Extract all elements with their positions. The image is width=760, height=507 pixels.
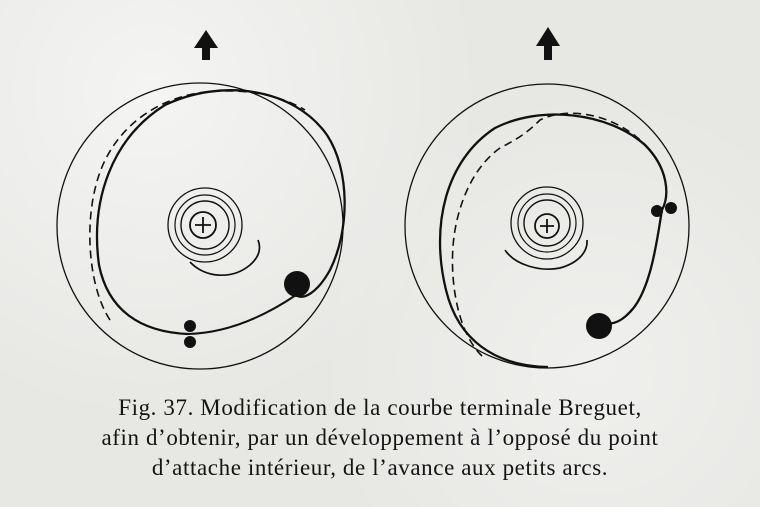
caption-line-3: d’attache intérieur, de l’avance aux petits arcs. (151, 455, 609, 480)
left-pin-dot-upper (184, 320, 196, 332)
right-large-stud-dot (586, 313, 612, 339)
right-diagram (405, 27, 689, 368)
left-diagram (57, 30, 345, 369)
left-north-arrow-icon (194, 30, 218, 60)
right-center-cross-icon (540, 219, 554, 233)
caption-line-2: afin d’obtenir, par un développement à l’opposé du point (101, 425, 659, 450)
left-spring-connection (188, 295, 296, 334)
left-inner-arc (190, 240, 260, 275)
figure-caption (0, 393, 760, 503)
right-terminal-curve-solid (440, 115, 666, 367)
left-terminal-curve-solid (97, 90, 345, 334)
right-north-arrow-icon (536, 27, 560, 60)
left-pin-dot-lower (184, 336, 196, 348)
caption-line-1: Fig. 37. Modification de la courbe terminale Breguet, (118, 395, 642, 420)
left-large-stud-dot (284, 271, 310, 297)
left-terminal-curve-dashed (90, 91, 305, 320)
right-pin-dot-left (651, 205, 663, 217)
right-pin-dot-right (665, 202, 677, 214)
left-outer-circle (57, 83, 343, 369)
left-center-cross-icon (195, 217, 211, 233)
